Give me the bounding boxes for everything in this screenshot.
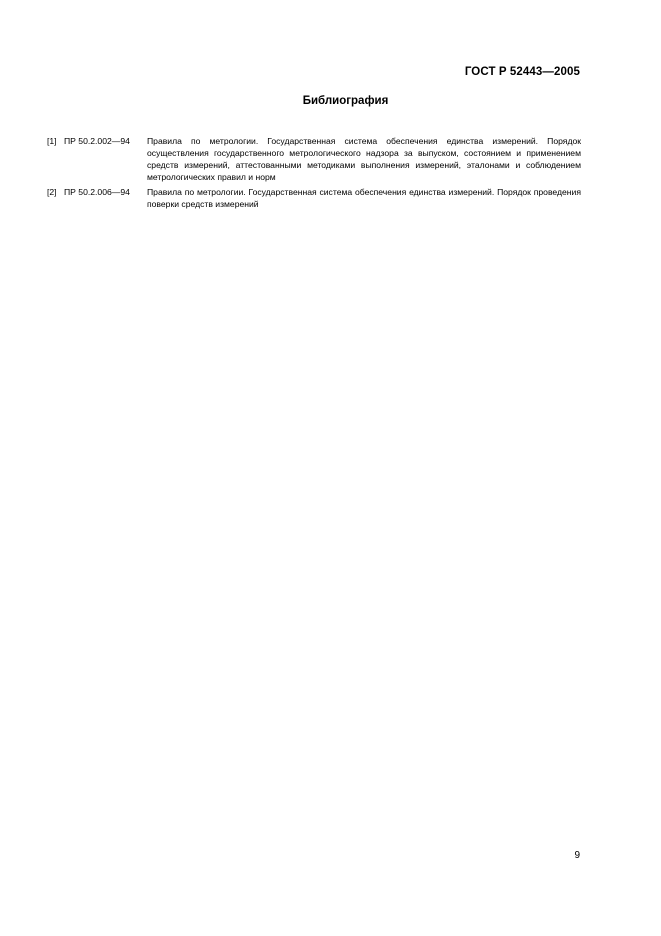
entry-text: Правила по метрологии. Государственная система обеспечения единства измерений. Порядок осуществления государственного метрологического надзора за выпуском, состоянием и применением средств измерений, аттестованными методиками выполнения измерений, эталонами и соблюдением метрологических правил и норм <box>147 136 581 182</box>
document-code-header: ГОСТ Р 52443—2005 <box>464 66 580 78</box>
bibliography-entry <box>47 186 581 210</box>
entry-number: [2] <box>47 187 57 197</box>
bibliography-list <box>47 135 581 213</box>
entry-text: Правила по метрологии. Государственная система обеспечения единства измерений. Порядок проведения поверки средств измерений <box>147 187 581 209</box>
page-number: 9 <box>574 850 580 861</box>
bibliography-title: Библиография <box>302 95 389 107</box>
bibliography-entry <box>47 135 581 183</box>
entry-code: ПР 50.2.006—94 <box>64 187 130 197</box>
entry-number: [1] <box>47 136 57 146</box>
entry-code: ПР 50.2.002—94 <box>64 136 130 146</box>
